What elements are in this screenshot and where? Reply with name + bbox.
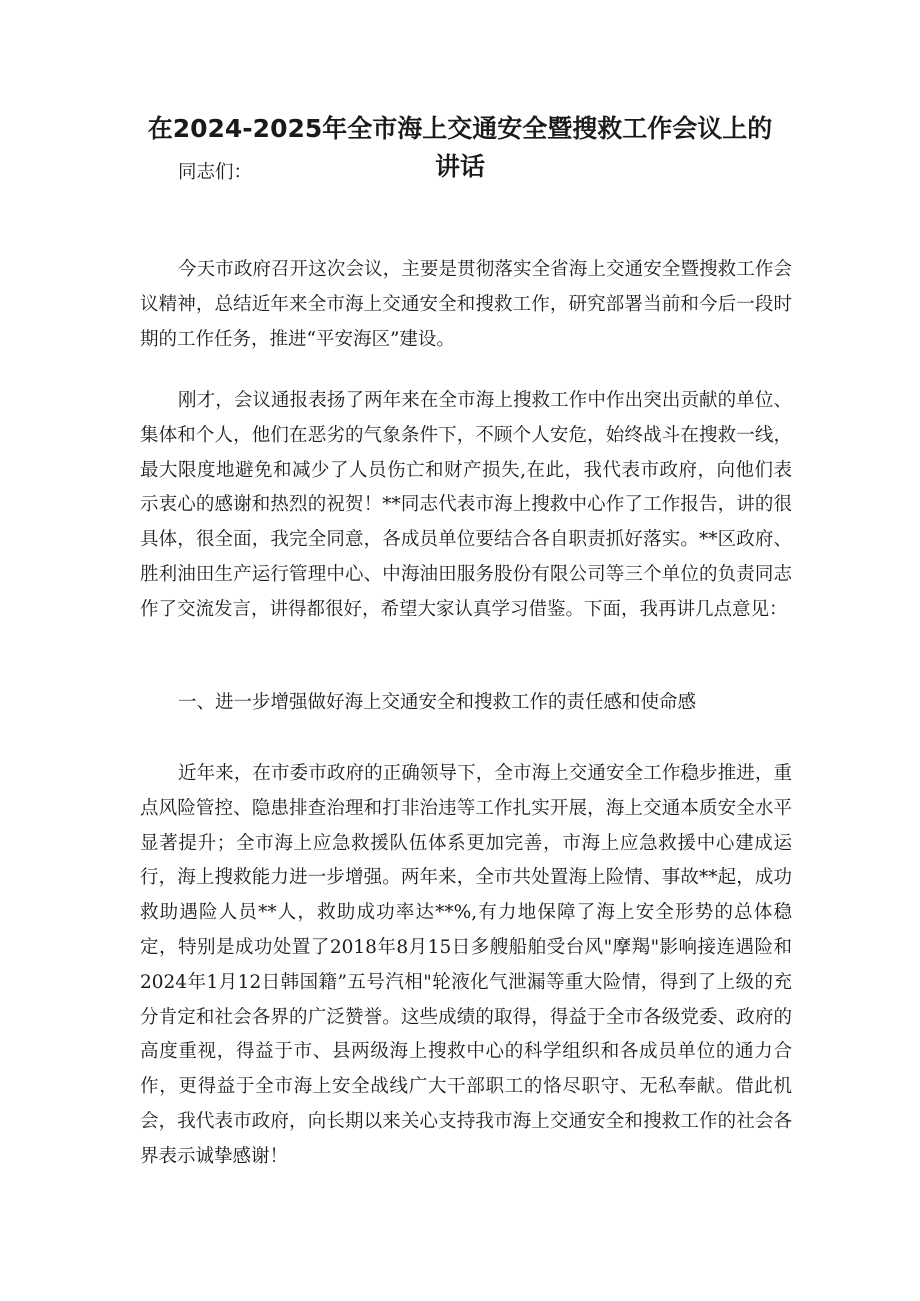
paragraph-achievements: 近年来，在市委市政府的正确领导下，全市海上交通安全工作稳步推进，重点风险管控、隐患排查治理和打非治违等工作扎实开展，海上交通本质安全水平显著提升；全市海上应急救援队伍体系更加完善，市海上应急救援中心建成运行，海上搜救能力进一步增强。两年来，全市共处置海上险情、事故**起，成功救助遇险人员**人，救助成功率达**%,有力地保障了海上安全形势的总体稳定，特别是成功处置了2018年8月15日多艘船舶受台风"摩羯"影响接连遇险和2024年1月12日韩国籍”五号汽相"轮液化气泄漏等重大险情，得到了上级的充分肯定和社会各界的广泛赞誉。这些成绩的取得，得益于全市各级党委、政府的高度重视，得益于市、县两级海上搜救中心的科学组织和各成员单位的通力合作，更得益于全市海上安全战线广大干部职工的恪尽职守、无私奉献。借此机会，我代表市政府，向长期以来关心支持我市海上交通安全和搜救工作的社会各界表示诚挚感谢！ (140, 763, 792, 1167)
salutation: 同志们： (178, 162, 253, 183)
section-heading: 一、进一步增强做好海上交通安全和搜救工作的责任感和使命感 (178, 692, 697, 713)
paragraph-commendation: 刚才，会议通报表扬了两年来在全市海上搜救工作中作出突出贡献的单位、集体和个人，他们在恶劣的气象条件下，不顾个人安危，始终战斗在搜救一线，最大限度地避免和减少了人员伤亡和财产损失,在此，我代表市政府，向他们表示衷心的感谢和热烈的祝贺！**同志代表市海上搜救中心作了工作报告，讲的很具体，很全面，我完全同意，各成员单位要结合各自职责抓好落实。**区政府、胜利油田生产运行管理中心、中海油田服务股份有限公司等三个单位的负责同志作了交流发言，讲得都很好，希望大家认真学习借鉴。下面，我再讲几点意见： (140, 390, 792, 620)
document-title: 在2024-2025年全市海上交通安全暨搜救工作会议上的讲话 (147, 114, 773, 181)
paragraph-opening: 今天市政府召开这次会议，主要是贯彻落实全省海上交通安全暨搜救工作会议精神，总结近年来全市海上交通安全和搜救工作，研究部署当前和今后一段时期的工作任务，推进“平安海区”建设。 (140, 259, 792, 350)
